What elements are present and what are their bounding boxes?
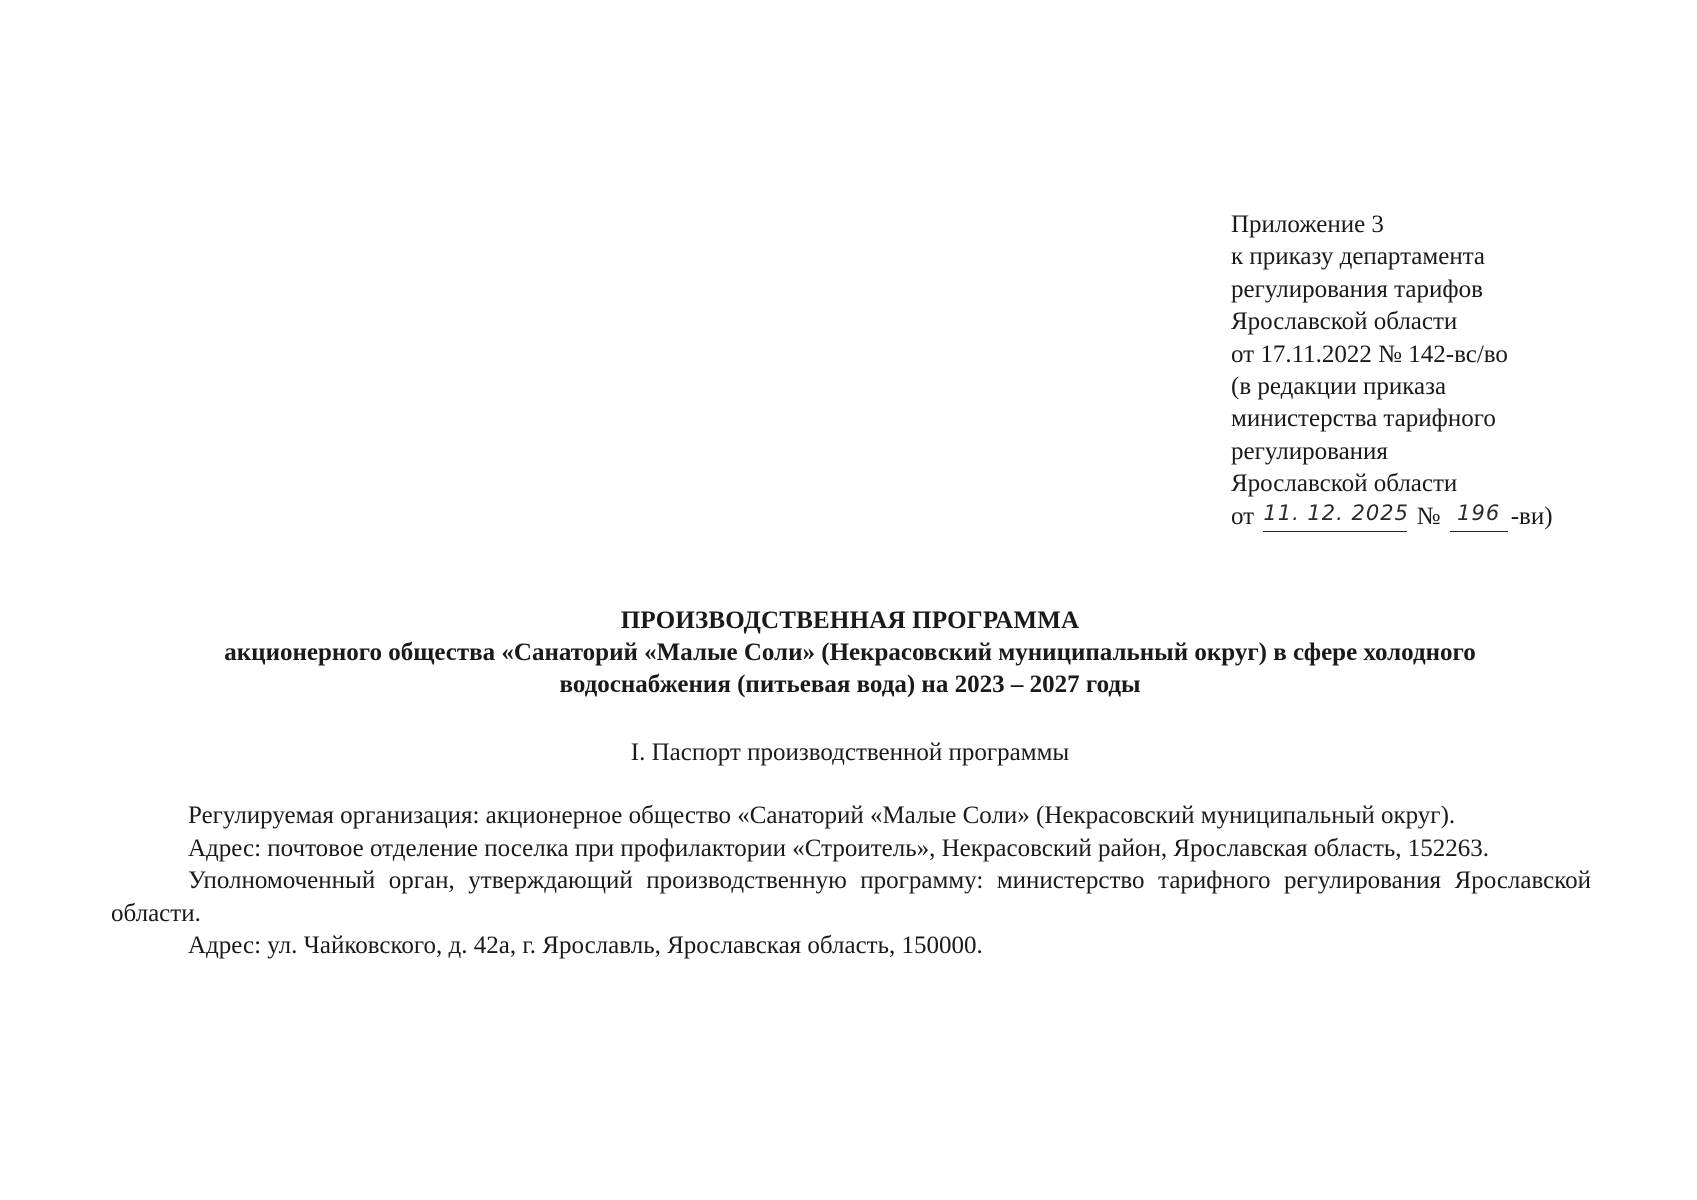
number-sign: № [1416, 502, 1441, 530]
handwritten-date-field [1263, 500, 1409, 532]
appendix-block [1231, 209, 1631, 533]
handwritten-number-field [1450, 500, 1508, 532]
appendix-line-6: (в редакции приказа [1231, 373, 1447, 401]
appendix-line-3: регулирования тарифов [1231, 275, 1483, 303]
number-suffix: -ви) [1510, 502, 1553, 530]
document-body [111, 800, 1591, 963]
document-title-block [110, 605, 1590, 701]
document-subtitle: акционерного общества «Санаторий «Малые Соли» (Некрасовский муниципальный округ) в сфере холодного водоснабжения (питьевая вода) на 2023 – 2027 годы [224, 639, 1476, 698]
paragraph-organization-address: Адрес: почтовое отделение поселка при профилактории «Строитель», Некрасовский район, Ярославская область, 152263. [188, 834, 1490, 862]
appendix-line-8: регулирования [1231, 437, 1388, 465]
appendix-line-4: Ярославской области [1231, 308, 1458, 336]
paragraph-authority-address: Адрес: ул. Чайковского, д. 42а, г. Ярославль, Ярославская область, 150000. [188, 932, 983, 959]
paragraph-organization: Регулируемая организация: акционерное общество «Санаторий «Малые Соли» (Некрасовский муниципальный округ). [188, 802, 1456, 829]
appendix-line-7: министерства тарифного [1231, 405, 1496, 433]
document-title: ПРОИЗВОДСТВЕННАЯ ПРОГРАММА [620, 607, 1080, 634]
appendix-line-9: Ярославской области [1231, 470, 1458, 498]
section-heading: I. Паспорт производственной программы [630, 739, 1070, 766]
paragraph-authority: Уполномоченный орган, утверждающий производственную программу: министерство тарифного регулирования Ярославской области. [111, 867, 1591, 927]
appendix-line-1: Приложение 3 [1231, 211, 1384, 238]
appendix-line-2: к приказу департамента [1231, 243, 1486, 271]
appendix-ot-prefix: от [1231, 502, 1255, 530]
appendix-line-5: от 17.11.2022 № 142-вс/во [1231, 340, 1508, 368]
handwritten-number: 196 [1457, 500, 1501, 525]
handwritten-date: 11. 12. 2025 [1263, 500, 1409, 525]
appendix-revision-line [1231, 501, 1631, 533]
